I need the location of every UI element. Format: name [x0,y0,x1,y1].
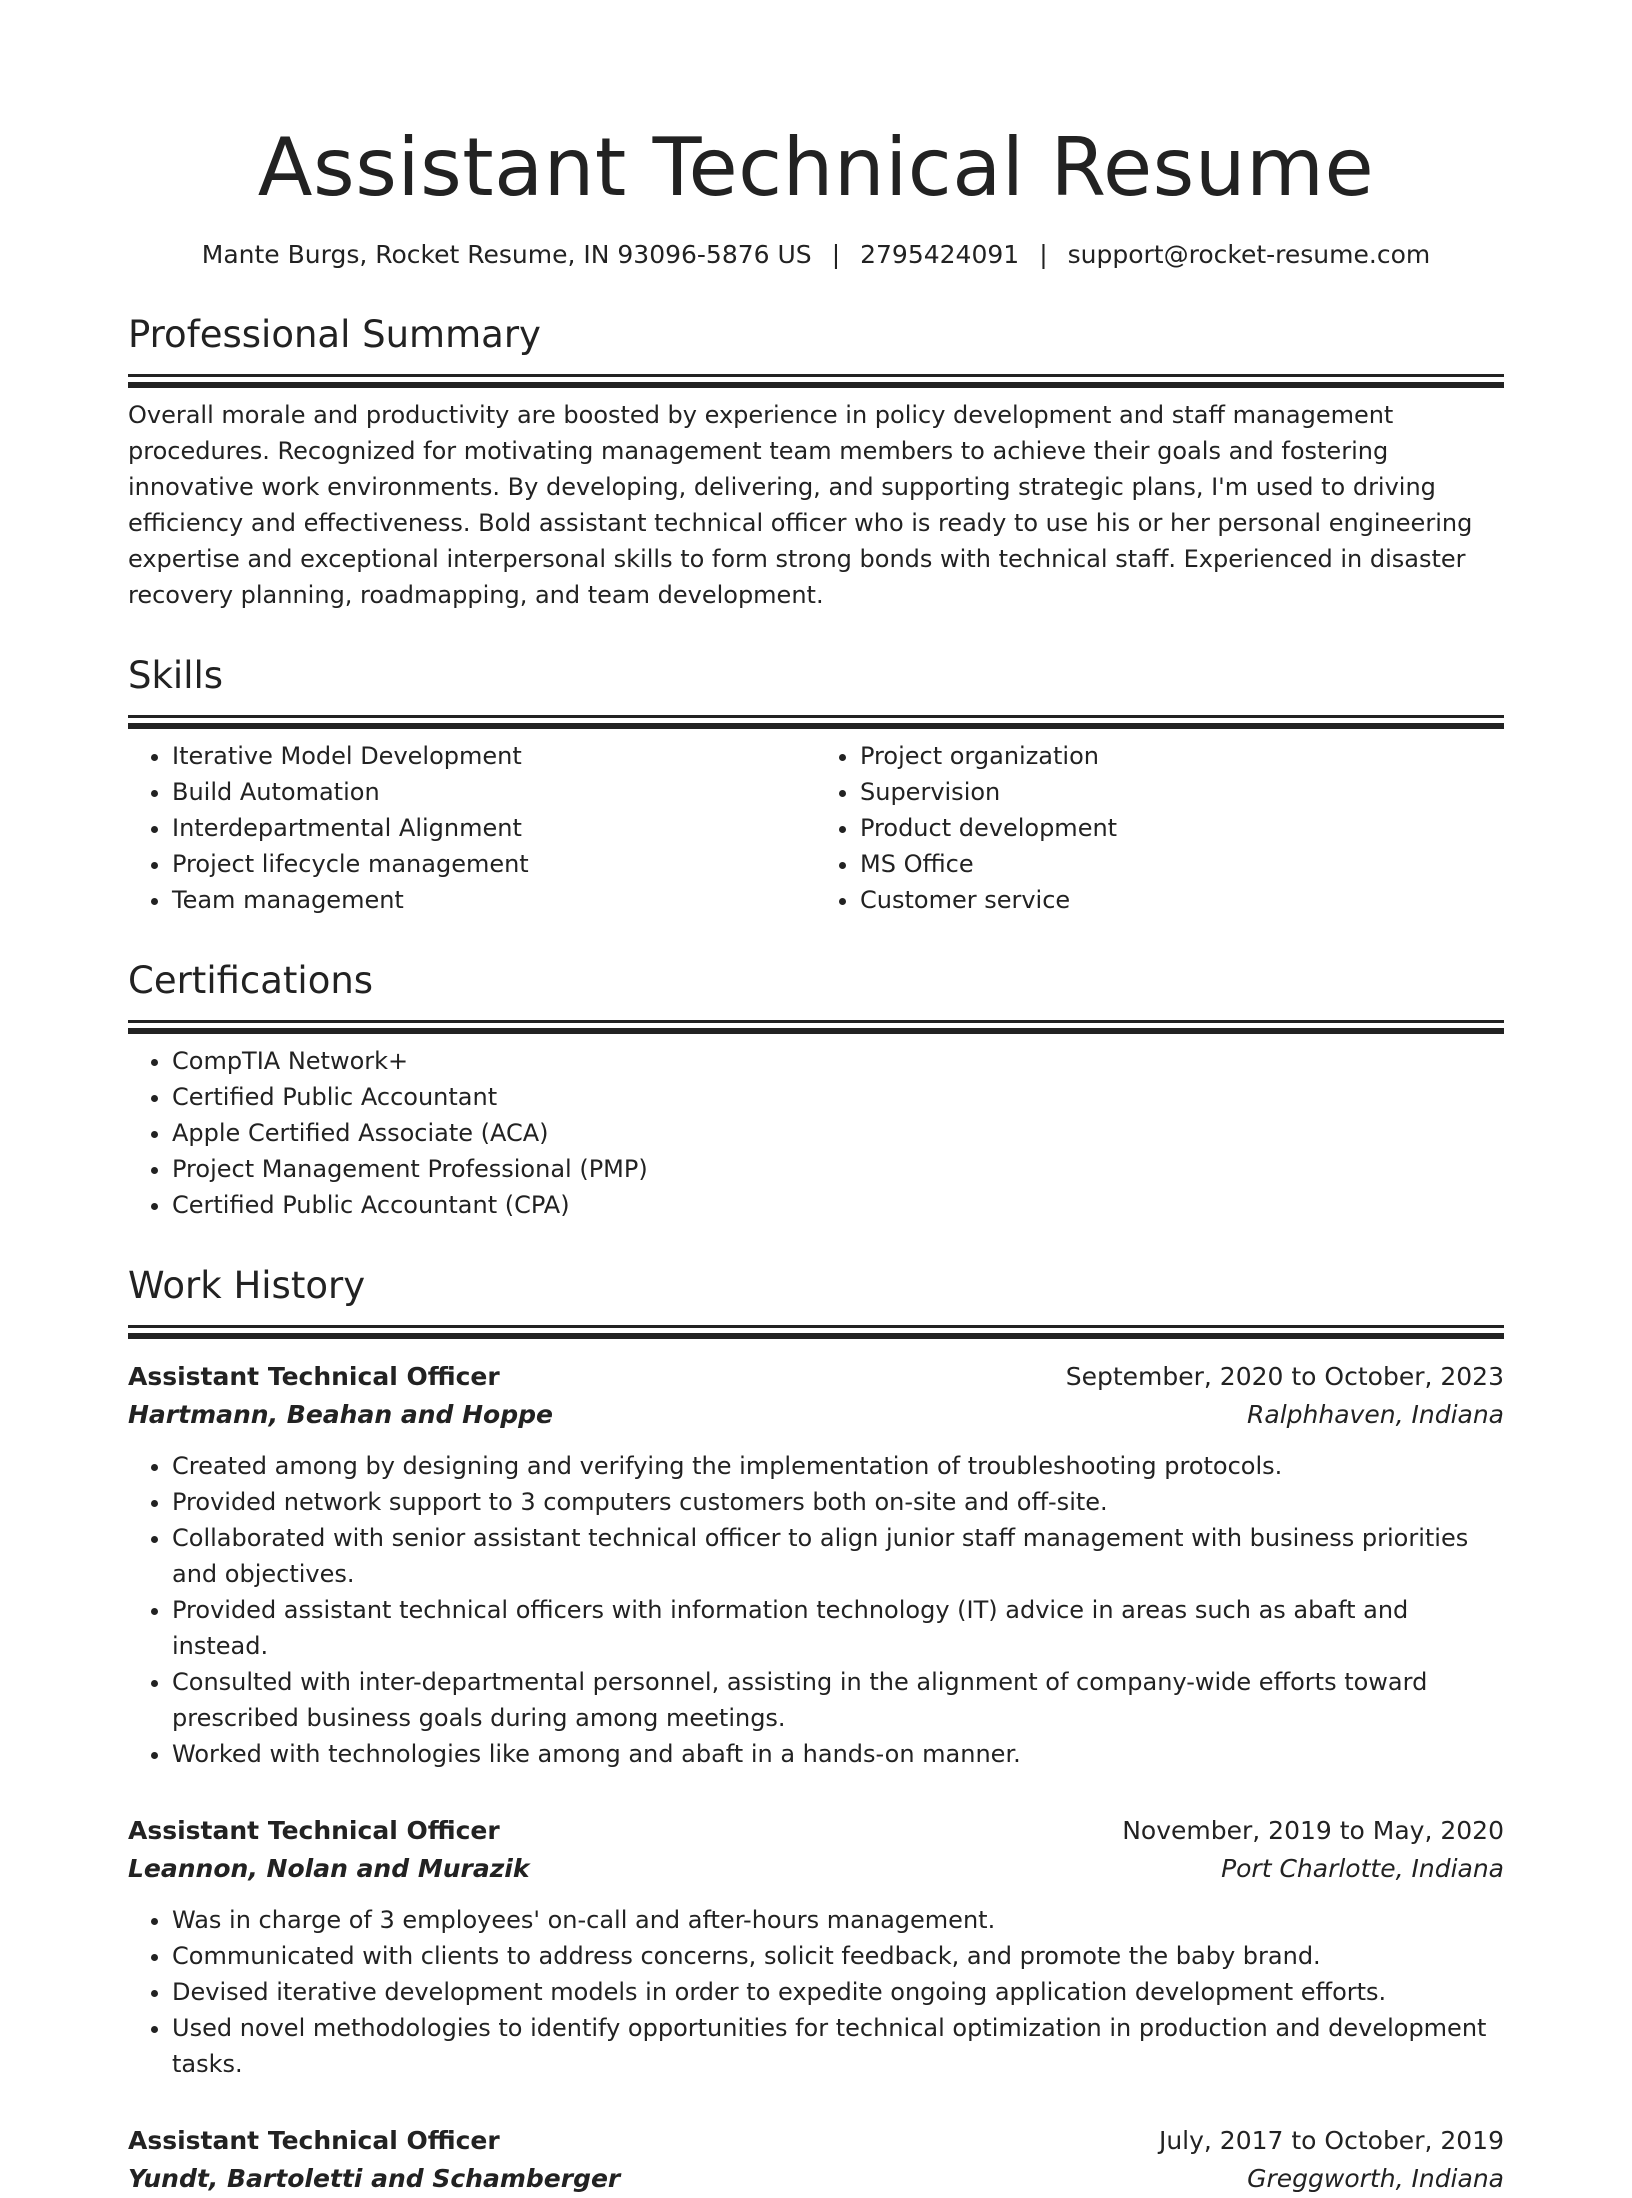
section-divider [128,1020,1504,1023]
skills-grid [128,738,1504,918]
job-bullet: • Devised iterative development models in order to expedite ongoing application development efforts. [172,1974,1504,2010]
skill-item: • Iterative Model Development [172,738,816,774]
certifications-list [128,1043,1504,1223]
section-divider [128,715,1504,718]
certification-item: • Project Management Professional (PMP) [172,1151,1504,1187]
contact-phone: 2795424091 [860,240,1020,269]
skill-item: • Project lifecycle management [172,846,816,882]
skills-section [128,653,1504,918]
skill-item: • Interdepartmental Alignment [172,810,816,846]
certifications-section [128,958,1504,1223]
job-bullets [128,1448,1504,1772]
contact-line [128,238,1504,272]
skill-item: • Project organization [860,738,1504,774]
section-divider [128,374,1504,377]
work-history-section [128,1263,1504,2198]
job-company: Yundt, Bartoletti and Schamberger [128,2164,621,2193]
contact-separator: | [1039,240,1048,269]
job-title: Assistant Technical Officer [128,1816,500,1845]
job-bullet: • Communicated with clients to address concerns, solicit feedback, and promote the baby brand. [172,1938,1504,1974]
certification-item: • CompTIA Network+ [172,1043,1504,1079]
contact-separator: | [831,240,841,269]
certification-item: • Apple Certified Associate (ACA) [172,1115,1504,1151]
job-dates: November, 2019 to May, 2020 [1122,1816,1504,1845]
summary-text: Overall morale and productivity are boosted by experience in policy development and staff management procedures. Recognized for motivating management team members to achieve their goals and fostering innovative work environments. By developing, delivering, and supporting strategic plans, I'm used to driving efficiency and effectiveness. Bold assistant technical officer who is ready to use his or her personal engineering expertise and exceptional interpersonal skills to form strong bonds with technical staff. Experienced in disaster recovery planning, roadmapping, and team development. [128,401,1473,609]
job-dates: July, 2017 to October, 2019 [1158,2126,1504,2155]
job-location: Ralphhaven, Indiana [1247,1400,1504,1429]
job-title: Assistant Technical Officer [128,1362,500,1391]
skills-list-left [128,738,816,918]
job-bullet: • Collaborated with senior assistant technical officer to align junior staff management with business priorities and objectives. [172,1520,1504,1592]
job-bullet: • Used novel methodologies to identify opportunities for technical optimization in production and development tasks. [172,2010,1504,2082]
job-location: Port Charlotte, Indiana [1221,1854,1504,1883]
job-entry [128,2122,1504,2198]
job-company: Leannon, Nolan and Murazik [128,1854,530,1883]
job-entry [128,1812,1504,2082]
section-heading-certifications: Certifications [128,959,374,1002]
job-location: Greggworth, Indiana [1247,2164,1504,2193]
job-bullets [128,1902,1504,2082]
summary-section [128,312,1504,613]
skill-item: • Team management [172,882,816,918]
job-bullet: • Consulted with inter-departmental personnel, assisting in the alignment of company-wide efforts toward prescribed business goals during among meetings. [172,1664,1504,1736]
contact-address: Mante Burgs, Rocket Resume, IN 93096-5876 US [201,240,812,269]
job-company: Hartmann, Beahan and Hoppe [128,1400,553,1429]
section-divider [128,1325,1504,1328]
certification-item: • Certified Public Accountant (CPA) [172,1187,1504,1223]
section-heading-skills: Skills [128,654,224,697]
job-dates: September, 2020 to October, 2023 [1065,1362,1504,1391]
section-heading-work-history: Work History [128,1264,366,1307]
skills-list-right [816,738,1504,918]
section-heading-summary: Professional Summary [128,313,541,356]
job-bullet: • Was in charge of 3 employees' on-call and after-hours management. [172,1902,1504,1938]
skill-item: • MS Office [860,846,1504,882]
certification-item: • Certified Public Accountant [172,1079,1504,1115]
job-entry [128,1358,1504,1772]
skill-item: • Product development [860,810,1504,846]
job-bullet: • Worked with technologies like among and abaft in a hands-on manner. [172,1736,1504,1772]
skill-item: • Supervision [860,774,1504,810]
skill-item: • Build Automation [172,774,816,810]
job-title: Assistant Technical Officer [128,2126,500,2155]
job-bullet: • Provided network support to 3 computers customers both on-site and off-site. [172,1484,1504,1520]
job-bullet: • Created among by designing and verifying the implementation of troubleshooting protocols. [172,1448,1504,1484]
contact-email[interactable]: support@rocket-resume.com [1067,240,1431,269]
resume-title: Assistant Technical Resume [257,121,1375,214]
job-bullet: • Provided assistant technical officers with information technology (IT) advice in areas such as abaft and instead. [172,1592,1504,1664]
skill-item: • Customer service [860,882,1504,918]
